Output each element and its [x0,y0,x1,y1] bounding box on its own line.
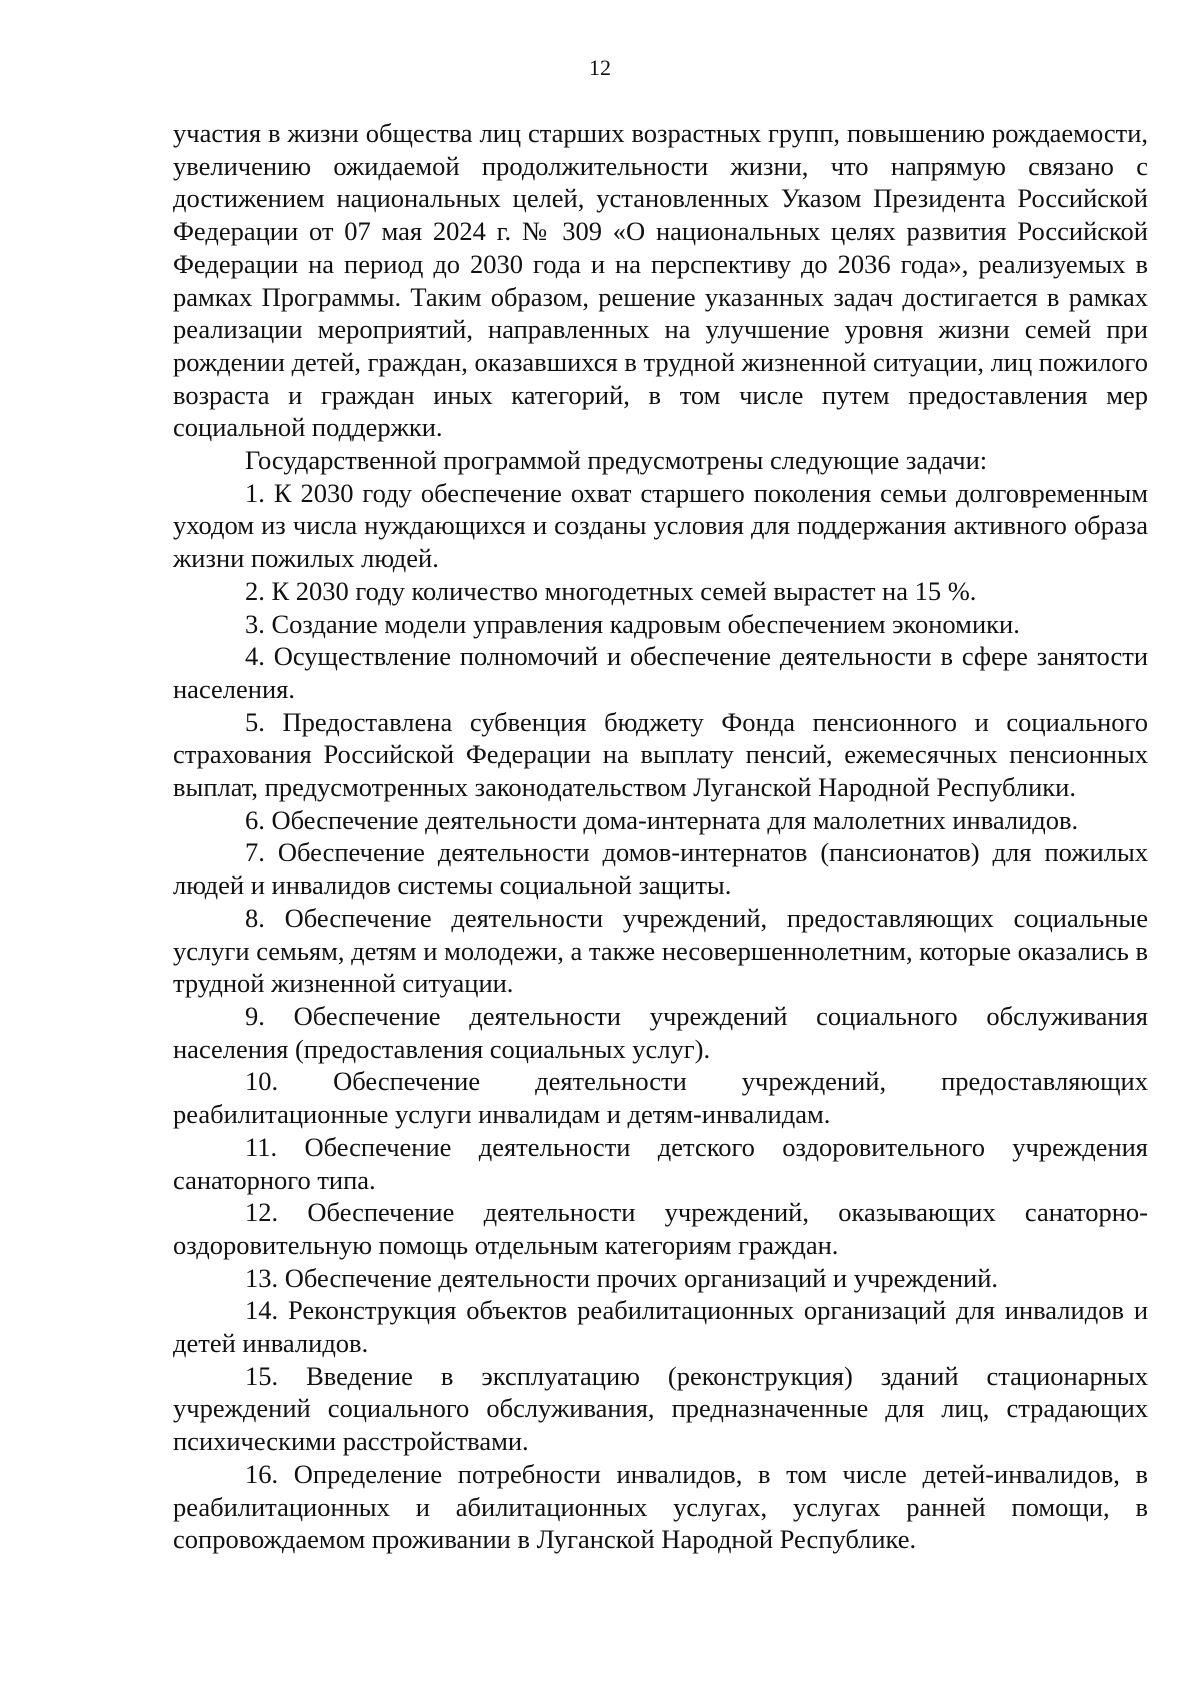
task-item-5: 5. Предоставлена субвенция бюджету Фонда пенсионного и социального страхования Российской Федерации на выплату пенсий, ежемесячных пенсионных выплат, предусмотренных законодательством Луганской Народной Республики. [173,706,1148,803]
task-item-16: 16. Определение потребности инвалидов, в том числе детей-инвалидов, в реабилитационных и абилитационных услугах, услугах ранней помощи, в сопровождаемом проживании в Луганской Народной Республике. [173,1458,1148,1555]
task-item-14: 14. Реконструкция объектов реабилитационных организаций для инвалидов и детей инвалидов. [173,1295,1148,1359]
task-item-13: 13. Обеспечение деятельности прочих организаций и учреждений. [245,1262,999,1293]
task-item-9: 9. Обеспечение деятельности учреждений социального обслуживания населения (предоставления социальных услуг). [173,1000,1148,1064]
document-body [173,117,1148,1556]
task-item-1: 1. К 2030 году обеспечение охват старшего поколения семьи долговременным уходом из числа нуждающихся и созданы условия для поддержания активного образа жизни пожилых людей. [173,477,1148,574]
task-item-11: 11. Обеспечение деятельности детского оздоровительного учреждения санаторного типа. [173,1131,1148,1195]
paragraph-continuation: участия в жизни общества лиц старших возрастных групп, повышению рождаемости, увеличению ожидаемой продолжительности жизни, что напрямую связано с достижением национальных целей, установленных Указом Президента Российской Федерации от 07 мая 2024 г. № 309 «О национальных целях развития Российской Федерации на период до 2030 года и на перспективу до 2036 года», реализуемых в рамках Программы. Таким образом, решение указанных задач достигается в рамках реализации мероприятий, направленных на улучшение уровня жизни семей при рождении детей, граждан, оказавшихся в трудной жизненной ситуации, лиц пожилого возраста и граждан иных категорий, в том числе путем предоставления мер социальной поддержки. [173,118,1148,443]
task-item-2: 2. К 2030 году количество многодетных семей вырастет на 15 %. [245,575,977,606]
task-item-12: 12. Обеспечение деятельности учреждений, оказывающих санаторно-оздоровительную помощь отдельным категориям граждан. [173,1197,1148,1260]
task-item-6: 6. Обеспечение деятельности дома-интерната для малолетних инвалидов. [245,804,1079,835]
paragraph-tasks-intro: Государственной программой предусмотрены следующие задачи: [245,445,988,476]
task-item-8: 8. Обеспечение деятельности учреждений, предоставляющих социальные услуги семьям, детям и молодежи, а также несовершеннолетним, которые оказались в трудной жизненной ситуации. [173,902,1148,999]
page-number: 12 [589,55,611,80]
task-item-10: 10. Обеспечение деятельности учреждений, предоставляющих реабилитационные услуги инвалидам и детям-инвалидам. [173,1066,1148,1130]
task-item-7: 7. Обеспечение деятельности домов-интернатов (пансионатов) для пожилых людей и инвалидов системы социальной защиты. [173,837,1148,901]
task-item-3: 3. Создание модели управления кадровым обеспечением экономики. [245,608,1020,639]
task-item-15: 15. Введение в эксплуатацию (реконструкция) зданий стационарных учреждений социального обслуживания, предназначенные для лиц, страдающих психическими расстройствами. [173,1360,1148,1457]
task-item-4: 4. Осуществление полномочий и обеспечение деятельности в сфере занятости населения. [173,641,1148,704]
